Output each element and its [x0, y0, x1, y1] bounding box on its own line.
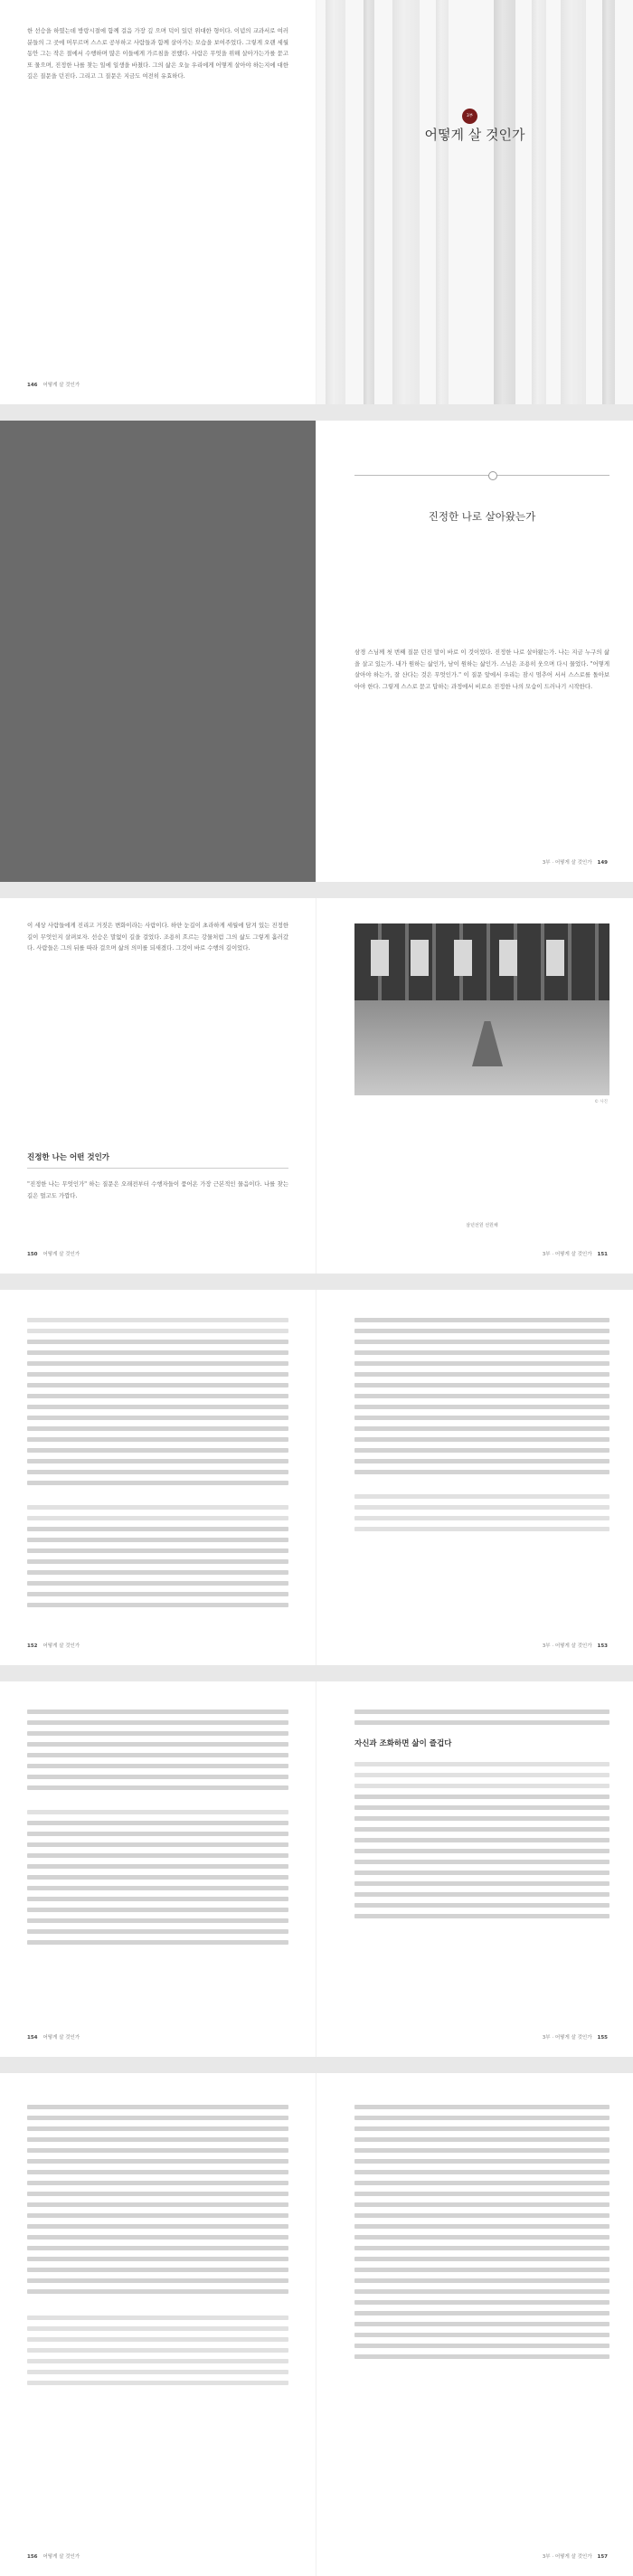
page-151: [316, 898, 633, 1274]
folio: [543, 858, 608, 866]
page-number: 153: [597, 1643, 608, 1649]
running-head: 3부 · 어떻게 살 것인가: [542, 2035, 592, 2041]
page-153: [316, 1290, 633, 1665]
page-number: 155: [597, 2035, 608, 2041]
photo-credit: © 사진: [594, 1100, 608, 1104]
text-block-2: [354, 1756, 609, 1925]
temple-interior-photo: [354, 923, 609, 1095]
gray-panel: [0, 421, 316, 882]
page-number: 156: [27, 2554, 38, 2560]
folio: [27, 2033, 80, 2041]
folio: [543, 1250, 608, 1257]
chapter-rule: [354, 475, 609, 476]
page-148-gray: [0, 421, 316, 882]
running-head: 어떻게 살 것인가: [43, 2035, 80, 2041]
running-head: 어떻게 살 것인가: [43, 1643, 80, 1649]
body-text: 한 선승을 하였는데 방랑시절에 함께 걸음 가장 깊 으며 덕이 있던 위대한 형이다. 이념의 교과서로 여러 분들의 그 곳에 머무르며 스스로 공부하고 사람들과 함께 살아가는 모습을 보여주었다. 그렇게 오랜 세월 동안 그는 작은 절에서 수행하며 많은 이들에게 가르침을 전했다. 사람은 무엇을 위해 살아가는가를 묻고 또 물으며, 진정한 나를 찾는 일에 일생을 바쳤다. 그의 삶은 오늘 우리에게 어떻게 살아야 하는지에 대한 깊은 질문을 던진다. 그리고 그 질문은 지금도 여전히 유효하다.: [27, 27, 288, 80]
heading-rule: [27, 1168, 288, 1169]
spread-part-opener: [0, 0, 633, 404]
text-block: [27, 1703, 288, 1951]
page-146: [0, 0, 316, 404]
folio: [543, 2552, 608, 2560]
part-title: 어떻게 살 것인가: [424, 127, 525, 143]
spread-text-2: [0, 1681, 633, 2057]
folio: [27, 1642, 80, 1649]
page-149: [316, 421, 633, 882]
chapter-title: 진정한 나로 살아왔는가: [428, 510, 536, 523]
body-text: 이 세상 사람들에게 진리고 거짓은 변화이라는 사람이다. 하얀 눈길이 초라하게 세월에 담겨 있는 진정한 길이 무엇인지 살펴보자. 선승은 말없이 길을 걸었다. 조용히 흐르는 강물처럼 그의 삶도 그렇게 흘러갔다. 사람들은 그의 뒤를 따라 걸으며 삶의 의미를 되새겼다. 그것이 바로 수행의 길이었다.: [27, 922, 288, 952]
page-number: 152: [27, 1643, 38, 1649]
folio: [27, 1250, 80, 1257]
running-head: 3부 · 어떻게 살 것인가: [542, 1643, 592, 1649]
body-text-2: "진정한 나는 무엇인가" 하는 질문은 오래전부터 수행자들이 품어온 가장 근본적인 물음이다. 나를 찾는 길은 멀고도 가깝다.: [27, 1180, 288, 1199]
page-number: 151: [597, 1252, 608, 1257]
section-heading: 자신과 조화하면 삶이 즐겁다: [354, 1739, 452, 1748]
text-block: [354, 1312, 609, 1538]
page-number: 157: [597, 2554, 608, 2560]
spread-text-3: [0, 2073, 633, 2576]
folio: [27, 381, 80, 388]
spread-text: [0, 1290, 633, 1665]
page-150: [0, 898, 316, 1274]
chapter-mark-icon: [488, 471, 497, 480]
page-number: 146: [27, 383, 38, 388]
page-156: [0, 2073, 316, 2576]
spread-photo: [0, 898, 633, 1274]
running-head: 어떻게 살 것인가: [43, 1252, 80, 1257]
section-heading: 진정한 나는 어떤 것인가: [27, 1153, 109, 1162]
photo-caption: 삼년선원 선원채: [466, 1223, 498, 1228]
running-head: 3부 · 어떻게 살 것인가: [542, 1252, 592, 1257]
page-152: [0, 1290, 316, 1665]
page-155: [316, 1681, 633, 2057]
text-block: [354, 2098, 609, 2365]
page-number: 150: [27, 1252, 38, 1257]
running-head: 어떻게 살 것인가: [43, 2554, 80, 2560]
body-text: 삼경 스님께 첫 번째 질문 던진 말이 바로 이 것이었다. 진정한 나로 살아왔는가. 나는 지금 누구의 삶을 살고 있는가. 내가 원하는 삶인가, 남이 원하는 삶인가. 스님은 조용히 웃으며 다시 물었다. "어떻게 살아야 하는가, 잘 산다는 것은 무엇인가." 이 질문 앞에서 우리는 잠시 멈추어 서서 스스로를 돌아보아야 한다. 그렇게 스스로 묻고 답하는 과정에서 비로소 진정한 나의 모습이 드러나기 시작한다.: [354, 649, 609, 690]
folio: [27, 2552, 80, 2560]
page-157: [316, 2073, 633, 2576]
running-head: 3부 · 어떻게 살 것인가: [542, 2554, 592, 2560]
text-block: [354, 1703, 609, 1731]
spread-chapter-opener: [0, 421, 633, 882]
page-147-part-title: [316, 0, 633, 404]
birch-forest-background: [316, 0, 633, 404]
folio: [543, 2033, 608, 2041]
page-154: [0, 1681, 316, 2057]
folio: [543, 1642, 608, 1649]
running-head: 3부 · 어떻게 살 것인가: [542, 860, 592, 866]
part-badge: 3부: [462, 109, 477, 124]
text-block: [27, 1312, 288, 1614]
page-number: 154: [27, 2035, 38, 2041]
page-number: 149: [597, 860, 608, 866]
text-block: [27, 2098, 288, 2391]
running-head: 어떻게 살 것인가: [43, 383, 80, 388]
